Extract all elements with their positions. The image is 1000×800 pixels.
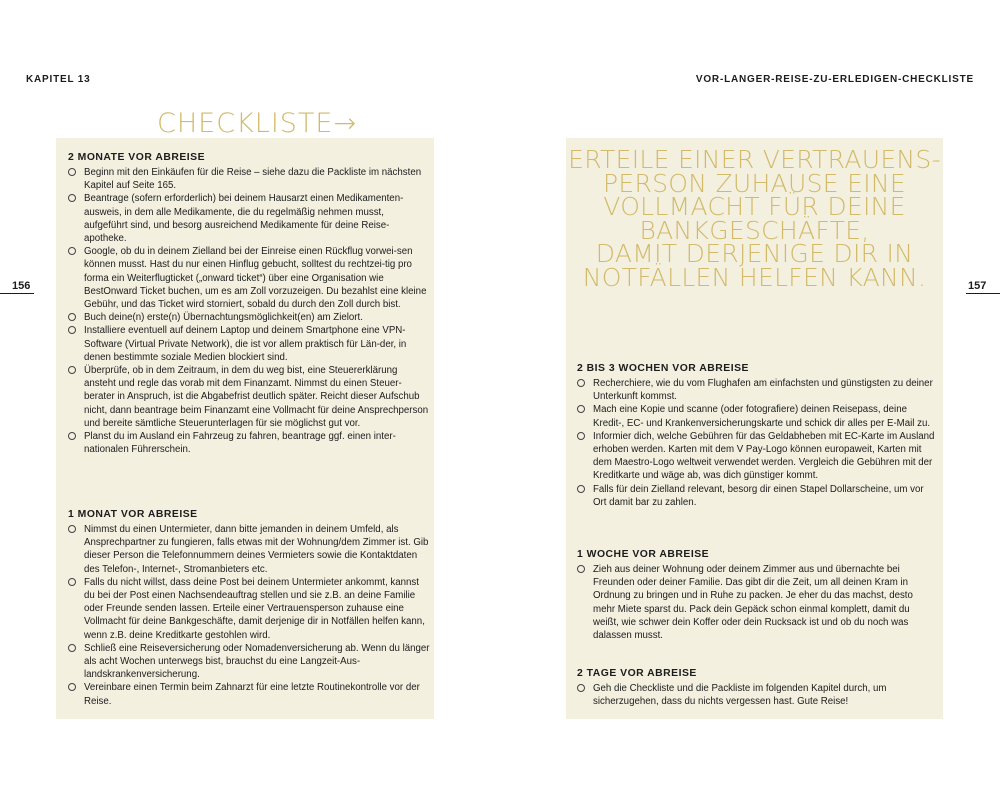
checklist-title: CHECKLISTE→ xyxy=(157,108,358,139)
item-text: Schließ eine Reiseversicherung oder Nomadenversicherung ab. Wenn du länger als acht Wochen unterwegs bist, brauchst du eine Langzeit-Aus-landskrankenversicherung. xyxy=(84,642,430,681)
item-text: Google, ob du in deinem Zielland bei der Einreise einen Rückflug vorwei-sen können musst. Hast du nur einen Hinflug gebucht, solltest du rechtzei-tig pro forma ein Weiterflugticket („onward ticket“) über eine Organisation wie BestOnward Ticket buchen, um es am Zoll vorzuzeigen. Du bezahlst eine kleine Gebühr, und das Ticket wird storniert, sobald du durch den Zoll durch bist. xyxy=(84,246,427,311)
item-text: Installiere eventuell auf deinem Laptop und deinem Smartphone eine VPN-Software (Virtual Private Network), die ist vor allem praktisch für Län-der, in denen bestimmte soziale Medien blockiert sind. xyxy=(84,325,407,363)
quote-line: PERSON ZUHAUSE EINE xyxy=(602,168,907,198)
section-2-months xyxy=(68,151,430,456)
item-text: Überprüfe, ob in dem Zeitraum, in dem du weg bist, eine Steuererklärung ansteht und regle das vorab mit dem Finanzamt. Nimmst du einen Steuer-berater in Anspruch, ist die Abgabefrist deutlich später. Reicht dieser Aufschub nicht, dann beantrage beim Finanzamt eine Vollmacht für deine Ansprechperson und bereite sämtliche Steuerunterlagen für sie möglichst gut vor. xyxy=(84,365,429,429)
checklist-item xyxy=(68,430,430,456)
item-text: Vereinbare einen Termin beim Zahnarzt für eine letzte Routinekontrolle vor der Reise. xyxy=(84,682,420,707)
checkbox-circle[interactable] xyxy=(68,578,76,586)
checklist-item xyxy=(577,403,935,429)
checklist-item xyxy=(68,681,430,707)
checklist-item xyxy=(68,311,430,324)
checkbox-circle[interactable] xyxy=(68,168,76,176)
quote-line: ERTEILE EINER VERTRAUENS- xyxy=(568,145,941,174)
item-text: Mach eine Kopie und scanne (oder fotografiere) deinen Reisepass, deine Kredit-, EC- und Krankenversicherungskarte und schick dir alles per E-Mail zu. xyxy=(593,404,931,429)
quote-line: BANKGESCHÄFTE, xyxy=(639,215,870,245)
section-1-week xyxy=(577,548,935,642)
checklist-item xyxy=(68,523,430,576)
page-number-right: 157 xyxy=(968,280,987,292)
checklist-item xyxy=(68,245,430,311)
checkbox-circle[interactable] xyxy=(68,432,76,440)
item-text: Informier dich, welche Gebühren für das Geldabheben mit EC-Karte im Ausland erhoben werden. Karten mit dem V Pay-Logo können europaweit, Karten mit dem Maestro-Logo weltweit verwendet werden. Vergleich die Gebühren mit der Kreditkarte und wäge ab, was dich günstiger kommt. xyxy=(593,430,935,482)
checklist-item xyxy=(577,682,935,708)
checkbox-circle[interactable] xyxy=(68,525,76,533)
item-text: Planst du im Ausland ein Fahrzeug zu fahren, beantrage ggf. einen inter-nationalen Führerschein. xyxy=(84,431,396,456)
item-text: Nimmst du einen Untermieter, dann bitte jemanden in deinem Umfeld, als Ansprechpartner zu fungieren, falls etwas mit der Wohnung/dem Zimmer ist. Gib dieser Person die Telefonnummern deines Vermieters sowie die Kontaktdaten des Telefon-, Internet-, Stromanbieters etc. xyxy=(84,524,429,575)
section-heading: 1 WOCHE VOR ABREISE xyxy=(577,549,710,560)
item-text: Beantrage (sofern erforderlich) bei deinem Hausarzt einen Medikamenten-ausweis, in dem alle Medikamente, die du regelmäßig nehmen musst, aufgeführt sind, und besorg ausreichend Medikamente für deine Reise-apotheke. xyxy=(84,193,404,245)
checkbox-circle[interactable] xyxy=(68,683,76,691)
checkbox-circle[interactable] xyxy=(68,194,76,202)
checkbox-circle[interactable] xyxy=(68,366,76,374)
checkbox-circle[interactable] xyxy=(577,565,585,573)
page-number-rule-right xyxy=(966,293,1000,294)
checkbox-circle[interactable] xyxy=(68,247,76,255)
checklist-item xyxy=(68,642,430,682)
checkbox-circle[interactable] xyxy=(577,485,585,493)
checkbox-circle[interactable] xyxy=(68,313,76,321)
checklist-item xyxy=(68,166,430,192)
checklist-item xyxy=(577,377,935,403)
checklist-item xyxy=(68,364,430,430)
section-heading: 2 BIS 3 WOCHEN VOR ABREISE xyxy=(577,363,749,374)
checklist-item xyxy=(68,324,430,364)
item-text: Falls für dein Zielland relevant, besorg dir einen Stapel Dollarscheine, um vor Ort damit bar zu zahlen. xyxy=(593,483,924,508)
item-text: Zieh aus deiner Wohnung oder deinem Zimmer aus und übernachte bei Freunden oder deiner Familie. Das gibt dir die Zeit, um all deinen Kram in Ordnung zu bringen und in Ruhe zu packen. Je eher du das machst, desto mehr Miete sparst du. Pack dein Gepäck schon einmal komplett, damit du weißt, wie schwer dein Koffer oder dein Rucksack ist und ob du noch was dalassen musst. xyxy=(593,564,913,642)
section-heading: 1 MONAT VOR ABREISE xyxy=(68,509,198,520)
chapter-header: KAPITEL 13 xyxy=(26,74,91,85)
checkbox-circle[interactable] xyxy=(577,379,585,387)
checklist-item xyxy=(577,483,935,509)
item-text: Beginn mit den Einkäufen für die Reise – siehe dazu die Packliste im nächsten Kapitel auf Seite 165. xyxy=(84,167,422,192)
section-heading: 2 MONATE VOR ABREISE xyxy=(68,152,206,163)
item-text: Recherchiere, wie du vom Flughafen am einfachsten und günstigsten zu deiner Unterkunft kommst. xyxy=(593,378,933,403)
checklist-item xyxy=(68,576,430,642)
checkbox-circle[interactable] xyxy=(68,644,76,652)
quote-line: DAMIT DERJENIGE DIR IN xyxy=(595,239,914,268)
item-text: Falls du nicht willst, dass deine Post bei deinem Untermieter ankommt, kannst du bei der Post einen Nachsendeauftrag stellen und sie z.B. an deine Familie oder Freunde senden lassen. Erteile einer Vertrauensperson zuhause eine Vollmacht für deine Bankgeschäfte, damit derjenige dir in Notfällen helfen kann, wenn z.B. deine Kreditkarte gestohlen wird. xyxy=(84,576,425,641)
quote-line: NOTFÄLLEN HELFEN KANN. xyxy=(582,262,927,292)
section-2-days xyxy=(577,667,935,708)
quote-line: VOLLMACHT FÜR DEINE xyxy=(603,192,906,221)
checkbox-circle[interactable] xyxy=(577,432,585,440)
page-number-left: 156 xyxy=(12,280,31,292)
item-text: Buch deine(n) erste(n) Übernachtungsmöglichkeit(en) am Zielort. xyxy=(84,312,363,324)
checklist-item xyxy=(577,563,935,642)
section-2-3-weeks xyxy=(577,362,935,509)
section-heading: 2 TAGE VOR ABREISE xyxy=(577,668,697,679)
section-1-month xyxy=(68,508,430,708)
item-text: Geh die Checkliste und die Packliste im folgenden Kapitel durch, um sicherzugehen, dass du nichts vergessen hast. Gute Reise! xyxy=(593,683,887,708)
page-number-rule-left xyxy=(0,293,34,294)
checkbox-circle[interactable] xyxy=(68,326,76,334)
checkbox-circle[interactable] xyxy=(577,684,585,692)
checkbox-circle[interactable] xyxy=(577,405,585,413)
pull-quote xyxy=(566,145,943,292)
checklist-item xyxy=(68,192,430,245)
checklist-item xyxy=(577,430,935,483)
running-title: VOR-LANGER-REISE-ZU-ERLEDIGEN-CHECKLISTE xyxy=(695,74,974,85)
